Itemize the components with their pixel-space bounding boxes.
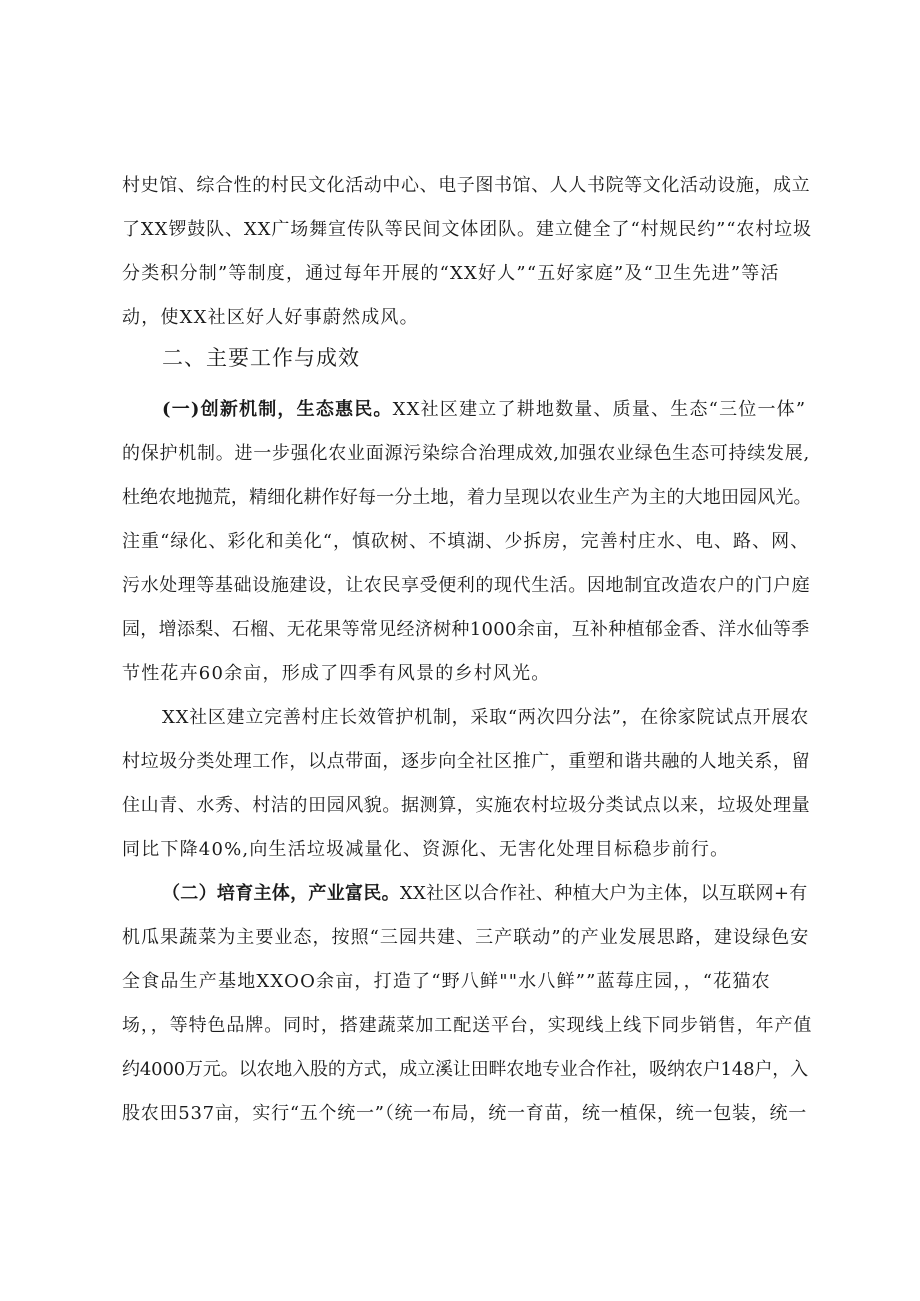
- para4-line-5: 约4000万元。以农地入股的方式，成立溪让田畔农地专业合作社，吸纳农户148户，入: [122, 1059, 809, 1080]
- para2-line-7: 节性花卉60余亩，形成了四季有风景的乡村风光。: [122, 663, 551, 684]
- para1-line-4: 动，使XX社区好人好事蔚然成风。: [122, 307, 419, 328]
- para4-line-3: 全食品生产基地XXOO余亩，打造了“野八鲜""水八鲜””蓝莓庄园，，“花猫农: [122, 971, 771, 992]
- para3-line-2: 村垃圾分类处理工作，以点带面，逐步向全社区推广，重塑和谐共融的人地关系，留: [122, 751, 811, 772]
- para4-line-2: 机瓜果蔬菜为主要业态，按照“三园共建、三产联动”的产业发展思路，建设绿色安: [122, 927, 810, 948]
- para3-line-4: 同比下降40%,向生活垃圾减量化、资源化、无害化处理目标稳步前行。: [122, 839, 730, 860]
- para4-line-1-rest: XX社区以合作社、种植大户为主体，以互联网+有: [399, 883, 808, 904]
- para4-line-6: 股农田537亩，实行“五个统一”（统一布局，统一育苗，统一植保，统一包装，统一: [122, 1103, 808, 1124]
- para4-line-4: 场，，等特色品牌。同时，搭建蔬菜加工配送平台，实现线上线下同步销售，年产值: [122, 1015, 812, 1036]
- para4-line-1: [162, 882, 812, 906]
- para1-line-1: 村史馆、综合性的村民文化活动中心、电子图书馆、人人书院等文化活动设施，成立: [122, 175, 811, 196]
- para2-line-5: 污水处理等基础设施建设，让农民享受便利的现代生活。因地制宜改造农户的门户庭: [122, 575, 811, 596]
- para2-line-1: [162, 398, 812, 422]
- para2-line-1-rest: XX社区建立了耕地数量、质量、生态“三位一体”: [392, 399, 807, 420]
- para2-line-3: 杜绝农地抛荒，精细化耕作好每一分土地，着力呈现以农业生产为主的大地田园风光。: [122, 487, 812, 508]
- para4-lead: （二）培育主体，产业富民。: [162, 883, 400, 904]
- para2-line-2: 的保护机制。进一步强化农业面源污染综合治理成效,加强农业绿色生态可持续发展,: [122, 443, 810, 464]
- para2-line-4: 注重“绿化、彩化和美化“，慎砍树、不填湖、少拆房，完善村庄水、电、路、网、: [122, 531, 810, 552]
- para3-line-1: XX社区建立完善村庄长效管护机制，采取“两次四分法”，在徐家院试点开展农: [162, 707, 810, 728]
- para1-line-3: 分类积分制”等制度，通过每年开展的“XX好人”“五好家庭”及“卫生先进”等活: [122, 263, 780, 284]
- para2-lead: (一)创新机制，生态惠民。: [162, 399, 393, 420]
- para3-line-3: 住山青、水秀、村洁的田园风貌。据测算，实施农村垃圾分类试点以来，垃圾处理量: [122, 795, 811, 816]
- para1-line-2: 了XX锣鼓队、XX广场舞宣传队等民间文体团队。建立健全了“村规民约”“农村垃圾: [122, 219, 812, 240]
- section-heading: 二、主要工作与成效: [162, 346, 360, 370]
- para2-line-6: 园，增添梨、石榴、无花果等常见经济树种1000余亩，互补种植郁金香、洋水仙等季: [122, 619, 810, 640]
